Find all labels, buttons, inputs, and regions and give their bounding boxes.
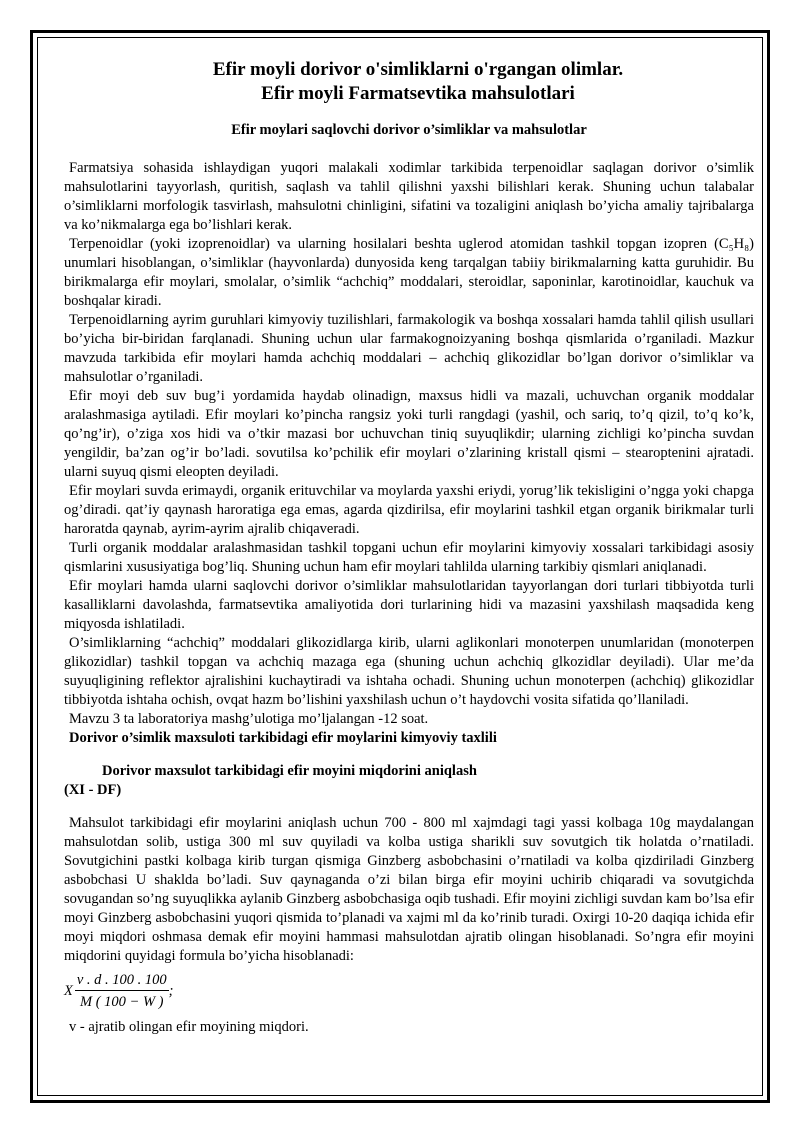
formula-numerator: v . d . 100 . 100 — [75, 970, 169, 991]
subsection-heading — [64, 762, 754, 800]
formula-fraction — [75, 970, 169, 1013]
formula-lhs: X — [64, 982, 73, 999]
paragraph: Efir moylari suvda erimaydi, organik erituvchilar va moylarda yaxshi eriydi, yorug’lik tekisligini o’ngga yoki chapga og’diradi. qat’iy qaynash haroratiga ega emas, agarda qizdirilsa, efir moylarini tashkil etgan organik birikmalar turli haroratda qaynab, ayrim-ayrim ajralib chiqaveradi. — [64, 483, 754, 537]
paragraph: Farmatsiya sohasida ishlaydigan yuqori malakali xodimlar tarkibida terpenoidlar saqlagan dorivor o’simlik mahsulotlarini tayyorlash, quritish, saqlash va tahlil qilishni yaxshi bilishlari kerak. Shuning uchun talabalar o’simliklarni morfologik tasvirlash, mahsulotni chinligini, sifatini va tozaligini aniqlash bo’yicha amaliy tajribalarga va ko’nikmalarga ega bo’lishlari kerak. — [64, 160, 754, 233]
variable-definition: v - ajratib olingan efir moyining miqdori. — [69, 1019, 309, 1035]
subsection-code: (XI - DF) — [64, 782, 122, 798]
paragraph: Efir moyi deb suv bug’i yordamida haydab olinadign, maxsus hidli va mazali, uchuvchan organik moddalar aralashmasiga aytiladi. Efir moylari ko’pincha rangsiz yoki turli rangdagi (yashil, och sariq, to’q qizil, to’q ko’k, qo’ng’ir), o’ziga xos hidi va o’tkir mazasi bor uchuvchan tiniq suyuqlikdir; ularning zichligi ko’pincha suvdan yengildir, ba’zan og’ir bo’ladi. sovutilsa ko’pchilik efir moylari o’zlarining kristall qismi – stearoptenini ajratadi. ularni suyuq qismi eleopten deyiladi. — [64, 388, 754, 480]
analysis-section-title: Dorivor o’simlik maxsuloti tarkibidagi efir moylarini kimyoviy taxlili — [69, 730, 497, 746]
paragraph: Terpenoidlarning ayrim guruhlari kimyoviy tuzilishlari, farmakologik va boshqa xossalari hamda tahlil qilish usullari bo’yicha bir-biridan farqlanadi. Shuning uchun ular farmakognoizyaning boshqa qismlarida o’rganiladi. Mazkur mavzuda tarkibida efir moylari hamda achchiq moddalari – achchiq glikozidlar bo’lgan dorivor o’simliklar va mahsulotlar o’rganiladi. — [64, 312, 754, 385]
document-body — [64, 58, 754, 1037]
paragraph: O’simliklarning “achchiq” moddalari glikozidlarga kirib, ularni aglikonlari monoterpen unumlaridan (monoterpen glikozidlar) tashkil topgan va achchiq mazaga ega (shuning uchun achchiq glkozidlar deyiladi). Ular me’da suyuqligining reflektor ajralishini kuchaytiradi va ishtaha ochadi. Shuning uchun monoterpen (achchiq) glikozidlar tibbiyotda ishtaha ochish, ovqat hazm bo’lishini yaxshilash uchun o’t haydovchi vosita sifatida qo’llaniladi. — [64, 635, 754, 708]
lab-hours-line: Mavzu 3 ta laboratoriya mashg’ulotiga mo’ljalangan -12 soat. — [69, 711, 429, 727]
document-title — [82, 58, 754, 106]
subsection-title: Dorivor maxsulot tarkibidagi efir moyini miqdorini aniqlash — [102, 763, 477, 779]
paragraph: Efir moylari hamda ularni saqlovchi dorivor o’simliklar mahsulotlaridan tayyorlangan dori turlari tibbiyotda turli kasalliklarni davolashda, farmatsevtika amaliyotida dori turlarining hidi va mazasini yaxshilash maqsadida keng miqyosda ishlatiladi. — [64, 578, 754, 632]
paragraph: Terpenoidlar (yoki izoprenoidlar) va ularning hosilalari beshta uglerod atomidan tashkil topgan izopren (C₅H₈) unumlari hisoblangan, o’simliklar (hayvonlarda) dunyosida keng tarqalgan tabiiy birikmalarning katta guruhidir. Bu birikmalarga efir moylari, smolalar, o’simlik “achchiq” moddalari, steroidlar, saponinlar, karotinoidlar, kauchuk va boshqalar kiradi. — [64, 236, 754, 309]
section-subheading: Efir moylari saqlovchi dorivor o’simliklar va mahsulotlar — [231, 122, 587, 138]
title-line-2: Efir moyli Farmatsevtika mahsulotlari — [261, 83, 575, 104]
paragraph: Turli organik moddalar aralashmasidan tashkil topgani uchun efir moylarini kimyoviy xossalari tarkibidagi asosiy qismlarini xususiyatiga bog’liq. Shuning uchun ham efir moylari tahlilda ularning tarkibiy qismlari aniqlanadi. — [64, 540, 754, 575]
formula-end: ; — [168, 982, 174, 999]
title-line-1: Efir moyli dorivor o'simliklarni o'rgangan olimlar. — [212, 59, 624, 80]
method-paragraph: Mahsulot tarkibidagi efir moylarini aniqlash uchun 700 - 800 ml xajmdagi tagi yassi kolbaga 10g maydalangan mahsulotdan solib, ustiga 300 ml suv quyiladi va kolba ustiga sharikli suv sovutgich tik holatda o’rnatiladi. Sovutgichini pastki kolbaga kirib turgan qismiga Ginzberg asbobchasini o’rnatiladi va kolba qizdiriladi Ginzberg asbobchasi U shaklda bo’ladi. Suv qaynaganda o’zi bilan birga efir moyini uchirib chiqaradi va sovutgichda sovugandan so’ng suyuqlikka aylanib Ginzberg asbobchasiga oqib tushadi. Efir moyini zichligi suvdan kam bo’lsa efir moyi Ginzberg asbobchasini yuqori qismida to’planadi va xajmi ml da ko’rinib turadi. Oxirgi 10-20 daqiqa ichida efir moyi miqdori oshmasa demak efir moyini hammasi mahsulotdan ajratib olingan hisoblanadi. So’ngra efir moyini miqdorini quyidagi formula bo’yicha hisoblanadi: — [64, 815, 754, 964]
formula — [64, 968, 754, 1014]
formula-denominator: M ( 100 − W ) — [80, 993, 164, 1010]
